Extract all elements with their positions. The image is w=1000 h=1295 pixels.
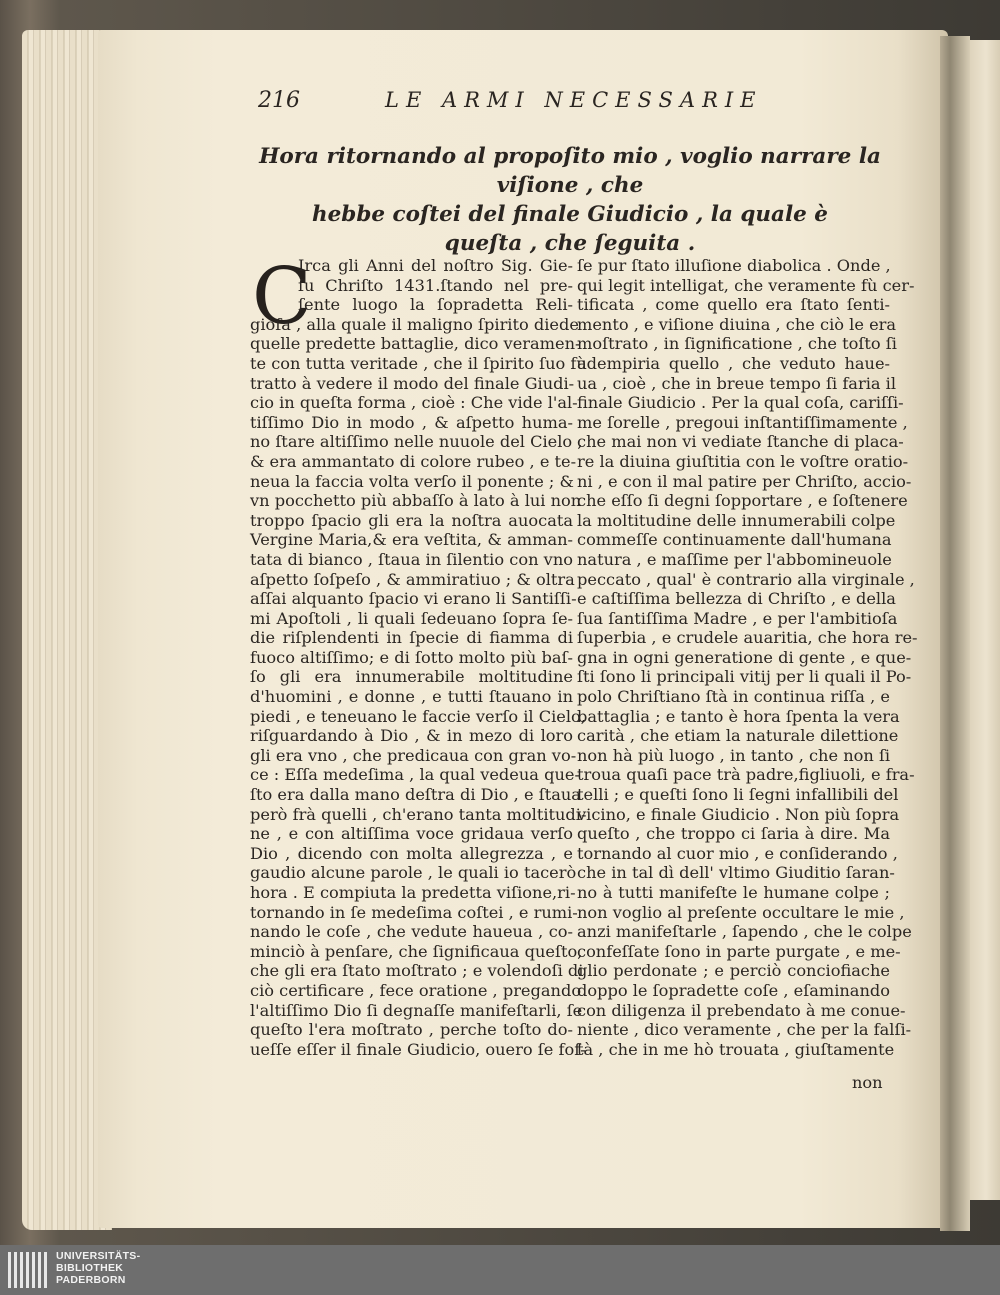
text-line: cio in queſta forma , cioè : Che vide l'al- — [250, 393, 578, 413]
text-line: Irca gli Anni del noſtro Sig. Gie- — [298, 256, 573, 275]
text-line: finale Giudicio . Per la qual coſa, cariſſi- — [577, 393, 904, 413]
text-line: aſſai alquanto ſpacio vi erano li Santiſſi- — [250, 589, 577, 609]
text-line: peccato , qual' è contrario alla virginale , — [577, 569, 915, 589]
text-line: carità , che etiam la naturale dilettione — [577, 726, 899, 746]
library-logo-icon — [8, 1252, 50, 1288]
drop-cap: C — [252, 252, 312, 342]
text-line: tornando in ſe medeſima coſtei , e rumi- — [250, 902, 578, 922]
text-line: neua la faccia volta verſo il ponente ; & — [250, 471, 574, 491]
text-line: no à tutti manifeſte le humane colpe ; — [577, 883, 890, 902]
text-line: moſtrato , in ſignificatione , che toſto ſi — [577, 334, 897, 354]
text-line: ſu Chriſto 1431.ſtando nel pre- — [298, 275, 573, 295]
text-line: ciò certificare , fece oratione , pregando — [250, 980, 582, 1000]
heading-line: hebbe coſtei del finale Giudicio , la quale è — [312, 202, 828, 227]
library-name — [56, 1250, 140, 1286]
text-column-right — [577, 256, 918, 1059]
text-line: queſto , che troppo ci ſaria à dire. Ma — [577, 824, 890, 844]
text-line: tratto à vedere il modo del finale Giudi- — [250, 373, 575, 393]
text-line: troua quaſi pace trà padre,figliuoli, e fra- — [577, 765, 915, 785]
text-line: tà , che in me hò trouata , giuſtamente — [577, 1039, 895, 1059]
text-line: vn pocchetto più abbaſſo à lato à lui non — [250, 491, 582, 511]
text-line: non voglio al preſente occultare le mie , — [577, 902, 905, 922]
text-line: tornando al cuor mio , e conſiderando , — [577, 843, 898, 863]
text-line: ni , e con il mal patire per Chriſto, accio- — [577, 471, 912, 491]
text-line: la moltitudine delle innumerabili colpe — [577, 510, 896, 530]
text-line: ua , cioè , che in breue tempo ſi faria il — [577, 373, 897, 393]
text-line: te con tutta veritade , che il ſpirito ſuo fù — [250, 353, 587, 373]
text-line: ſente luogo la ſopradetta Reli- — [298, 295, 573, 315]
text-line: vicino, e finale Giudicio . Non più ſopra — [577, 804, 900, 824]
library-footer — [0, 1245, 1000, 1295]
text-line: qui legit intelligat, che veramente fù cer- — [577, 275, 915, 295]
text-line: ne , e con altiſſima voce gridaua verſo — [250, 824, 573, 844]
text-line: ſe pur ſtato illuſione diabolica . Onde , — [577, 256, 891, 275]
text-line: riſguardando à Dio , & in mezo di loro — [250, 726, 573, 746]
text-line: gioſa , alla quale il maligno ſpirito diede — [250, 314, 579, 334]
text-line: mento , e viſione diuina , che ciò le era — [577, 314, 897, 334]
text-line: mi Apoſtoli , li quali ſedeuano ſopra ſe- — [250, 608, 573, 628]
heading-line: Hora ritornando al propoſito mio , voglio narrare la viſione , che — [259, 144, 881, 198]
text-line: ſua ſantiſſima Madre , e per l'ambitioſa — [577, 608, 898, 628]
text-line: che in tal dì dell' vltimo Giuditio ſaran- — [577, 863, 895, 883]
library-name-line: UNIVERSITÄTS- — [56, 1250, 141, 1262]
text-line: Vergine Maria,& era veſtita, & amman- — [250, 530, 573, 550]
text-line: e caſtiſſima bellezza di Chriſto , e della — [577, 589, 896, 609]
text-line: tata di bianco , ſtaua in ſilentio con vno — [250, 549, 573, 569]
text-line: quelle predette battaglie, dico veramen- — [250, 334, 581, 354]
text-line: anzi manifeſtarle , ſapendo , che le colpe — [577, 922, 912, 942]
text-line: che mai non vi vediate ſtanche di placa- — [577, 432, 904, 452]
text-line: doppo le ſopradette coſe , eſaminando — [577, 980, 890, 1000]
text-line: che eſſo ſi degni ſopportare , e ſoſtenere — [577, 491, 908, 511]
text-line: gna in ogni generatione di gente , e que- — [577, 647, 912, 667]
text-line: re la diuina giuſtitia con le voſtre oratio- — [577, 451, 909, 471]
text-line: no ſtare altiſſimo nelle nuuole del Cielo , — [250, 432, 583, 452]
page-number: 216 — [258, 88, 300, 113]
text-line: ſuperbia , e crudele auaritia, che hora re- — [577, 628, 918, 648]
text-line: troppo ſpacio gli era la noſtra auocata — [250, 510, 573, 530]
text-line: d'huomini , e donne , e tutti ſtauano in — [250, 687, 573, 707]
text-line: telli ; e queſti ſono li ſegni infallibili del — [577, 785, 899, 805]
text-line: tiſſimo Dio in modo , & aſpetto huma- — [250, 412, 573, 432]
text-line: me ſorelle , pregoui inſtantiſſimamente , — [577, 412, 908, 432]
text-column-left — [250, 252, 587, 1059]
heading-line: queſta , che ſeguita . — [444, 231, 696, 256]
text-line: die riſplendenti in ſpecie di fiamma di — [250, 628, 573, 648]
text-line: commeſſe continuamente dall'humana — [577, 530, 892, 550]
text-line: non hà più luogo , in tanto , che non ſi — [577, 745, 891, 765]
text-line: però frà quelli , ch'erano tanta moltitudi- — [250, 804, 587, 824]
running-title: LE ARMI NECESSARIE — [385, 88, 763, 112]
text-line: aſpetto ſoſpeſo , & ammiratiuo ; & oltra — [250, 569, 575, 589]
text-line: glio perdonate ; e perciò conciofiache — [577, 961, 890, 981]
text-line: polo Chriſtiano ſtà in continua riſſa , e — [577, 687, 890, 707]
text-line: fuoco altiſſimo; e di ſotto molto più baſ- — [250, 647, 573, 667]
text-line: hora . E compiuta la predetta viſione,ri- — [250, 883, 576, 902]
text-line: confeſſate ſono in parte purgate , e me- — [577, 941, 901, 961]
text-line: natura , e maſſime per l'abbomineuole — [577, 549, 892, 569]
text-line: ueſſe eſſer il finale Giudicio, ouero ſe foſ- — [250, 1039, 586, 1059]
text-line: ſo gli era innumerabile moltitudine — [250, 667, 573, 687]
text-line: gli era vno , che predicaua con gran vo- — [250, 745, 577, 765]
chapter-heading — [250, 142, 890, 258]
book-gutter — [940, 36, 970, 1231]
text-line: tificata , come quello era ſtato ſenti- — [577, 295, 890, 315]
text-line: queſto l'era moſtrato , perche toſto do- — [250, 1020, 573, 1040]
text-line: ce : Eſſa medeſima , la qual vedeua que- — [250, 765, 580, 785]
text-line: Dio , dicendo con molta allegrezza , e — [250, 843, 573, 863]
text-line: & era ammantato di colore rubeo , e te- — [250, 451, 577, 471]
text-line: che gli era ſtato moſtrato ; e volendoſi di — [250, 961, 584, 981]
text-line: ſto era dalla mano deſtra di Dio , e ſtaua — [250, 785, 581, 805]
library-name-line: PADERBORN — [56, 1274, 126, 1286]
text-line: battaglia ; e tanto è hora ſpenta la vera — [577, 706, 900, 726]
text-line: l'altiſſimo Dio ſi degnaſſe manifeſtarli, ſe — [250, 1000, 583, 1020]
text-line: nando le coſe , che vedute haueua , co- — [250, 922, 573, 942]
library-name-line: BIBLIOTHEK — [56, 1262, 124, 1274]
text-line: con diligenza il prebendato à me conue- — [577, 1000, 906, 1020]
text-line: gaudio alcune parole , le quali io tacerò — [250, 863, 577, 883]
catchword: non — [852, 1073, 883, 1092]
text-line: adempiria quello , che veduto haue- — [577, 353, 890, 373]
text-line: minciò à penſare, che ſignificaua queſto, — [250, 941, 583, 961]
text-line: piedi , e teneuano le faccie verſo il Cielo, — [250, 706, 586, 726]
text-line: niente , dico veramente , che per la falſi- — [577, 1020, 912, 1040]
text-line: ſti ſono li principali vitij per li quali il Po- — [577, 667, 912, 687]
